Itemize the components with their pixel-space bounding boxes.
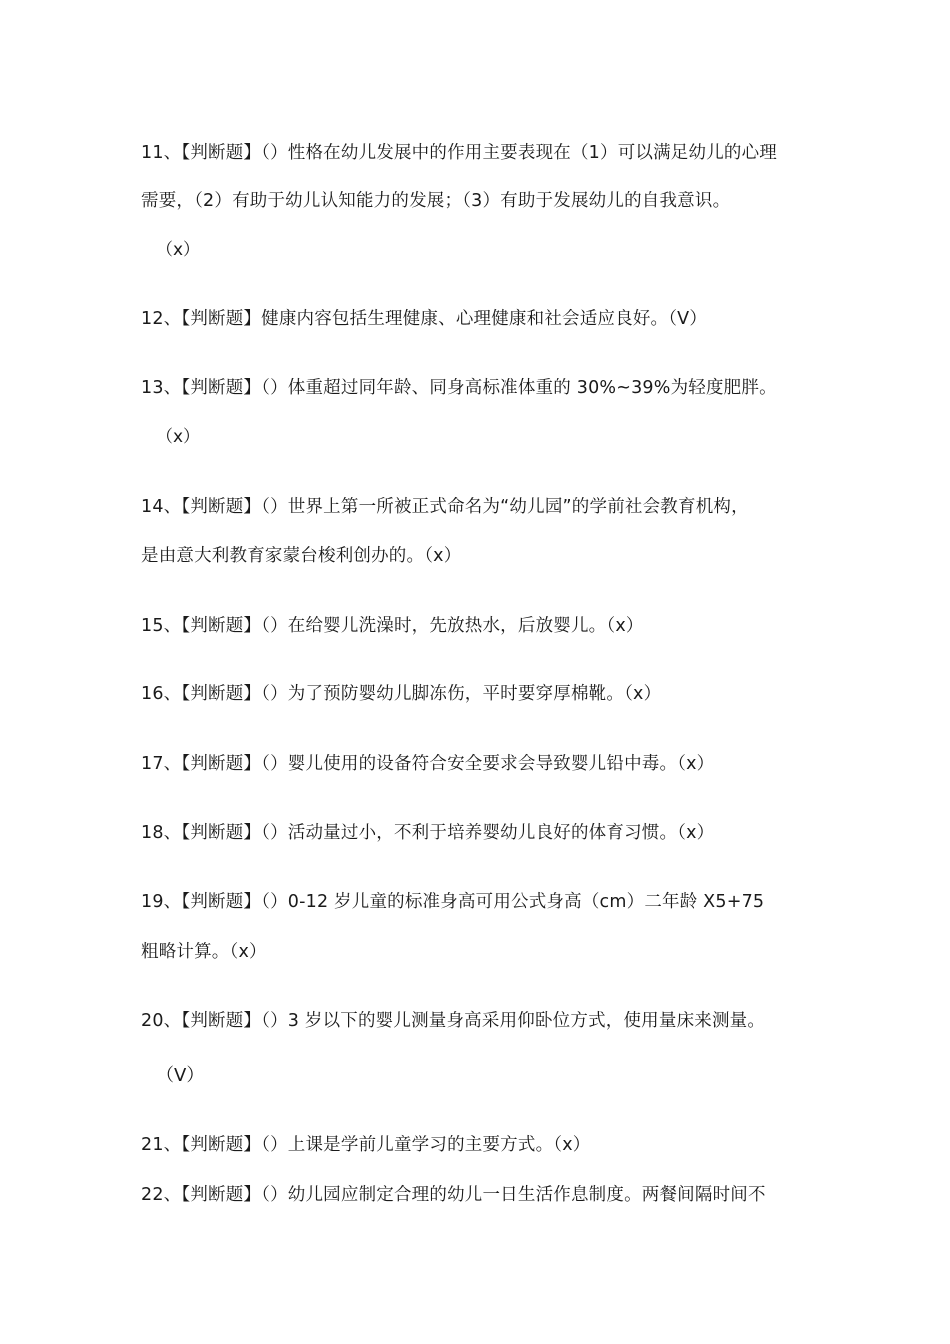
question-14-line-2: 是由意大利教育家蒙台梭利创办的。（x） [141,546,462,566]
question-16-line-1: 16、【判断题】（）为了预防婴幼儿脚冻伤，平时要穿厚棉靴。（x） [141,684,662,704]
question-20-answer: （V） [156,1065,205,1086]
question-22-line-1: 22、【判断题】（）幼儿园应制定合理的幼儿一日生活作息制度。两餐间隔时间不 [141,1185,766,1205]
question-13-answer: （x） [156,427,201,447]
question-18-line-1: 18、【判断题】（）活动量过小，不利于培养婴幼儿良好的体育习惯。（x） [141,823,715,843]
question-11-answer: （x） [156,240,201,260]
question-12-line-1: 12、【判断题】健康内容包括生理健康、心理健康和社会适应良好。（V） [141,309,708,329]
question-11-line-2: 需要，（2）有助于幼儿认知能力的发展；（3）有助于发展幼儿的自我意识。 [141,191,731,211]
question-17-line-1: 17、【判断题】（）婴儿使用的设备符合安全要求会导致婴儿铅中毒。（x） [141,754,715,774]
question-21-line-1: 21、【判断题】（）上课是学前儿童学习的主要方式。（x） [141,1135,591,1155]
question-20-line-1: 20、【判断题】（）3 岁以下的婴儿测量身高采用仰卧位方式，使用量床来测量。 [141,1011,766,1031]
question-14-line-1: 14、【判断题】（）世界上第一所被正式命名为“幼儿园”的学前社会教育机构， [141,497,749,517]
question-19-line-1: 19、【判断题】（）0-12 岁儿童的标准身高可用公式身高（cm）二年龄 X5+75 [141,892,765,912]
question-11-line-1: 11、【判断题】（）性格在幼儿发展中的作用主要表现在（1）可以满足幼儿的心理 [141,143,777,163]
question-15-line-1: 15、【判断题】（）在给婴儿洗澡时，先放热水，后放婴儿。（x） [141,616,644,636]
question-13-line-1: 13、【判断题】（）体重超过同年龄、同身高标准体重的 30%~39%为轻度肥胖。 [141,378,777,398]
question-19-line-2: 粗略计算。（x） [141,942,267,962]
